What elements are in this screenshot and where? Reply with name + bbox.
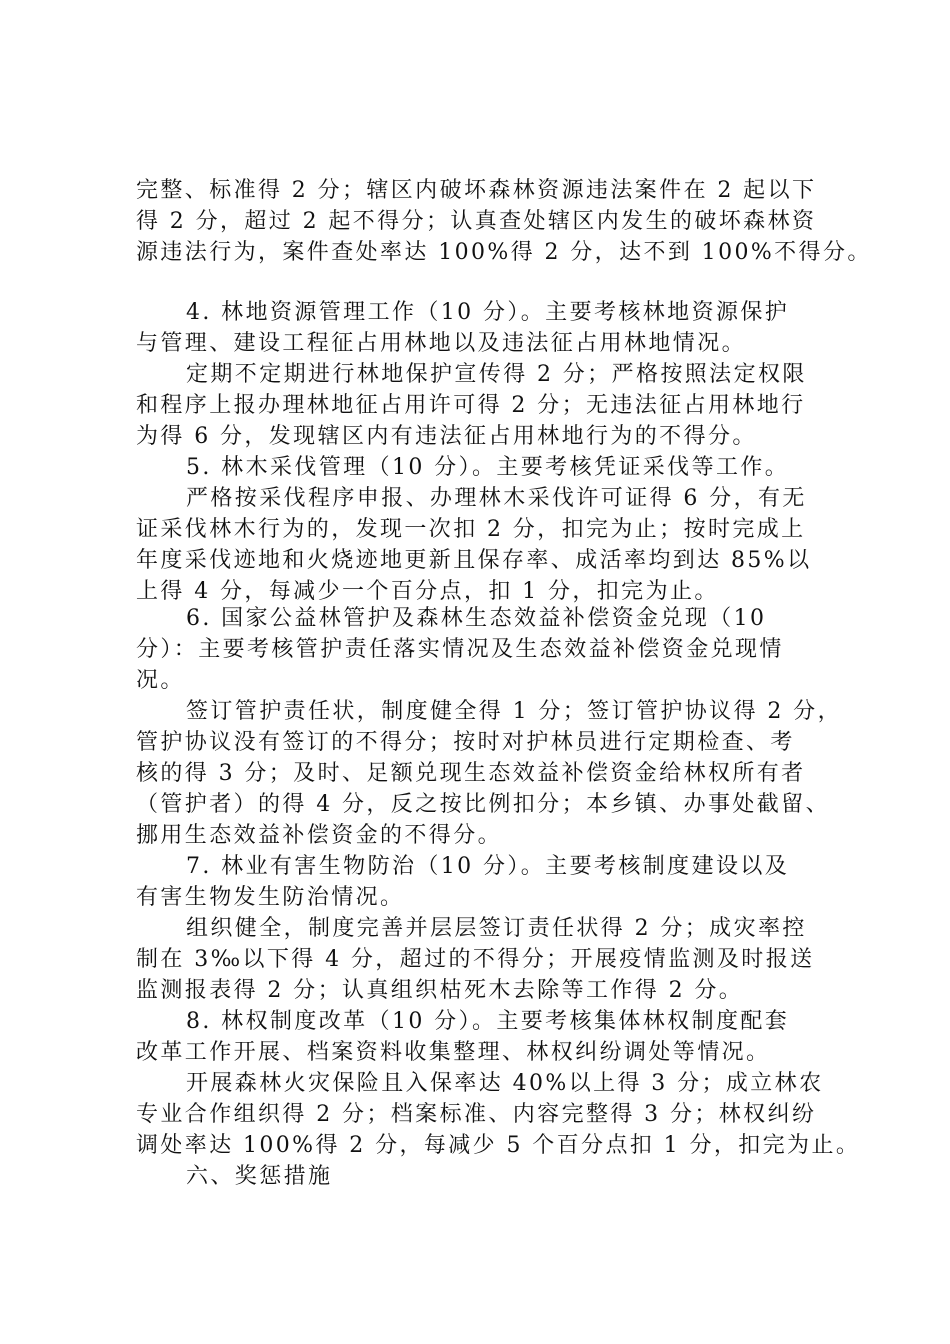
text-line: 得 2 分，超过 2 起不得分；认真查处辖区内发生的破坏森林资 [136, 209, 817, 234]
chapter-heading-rewards: 六、奖惩措施 [186, 1164, 333, 1189]
text-line: 分）：主要考核管护责任落实情况及生态效益补偿资金兑现情 [136, 637, 784, 662]
text-line: 监测报表得 2 分；认真组织枯死木去除等工作得 2 分。 [136, 978, 744, 1003]
section-heading-4: 4. 林地资源管理工作（10 分）。主要考核林地资源保护 [186, 300, 790, 325]
text-line: 严格按采伐程序申报、办理林木采伐许可证得 6 分，有无 [186, 486, 807, 511]
text-line: 挪用生态效益补偿资金的不得分。 [136, 823, 503, 848]
text-line: 调处率达 100%得 2 分，每减少 5 个百分点扣 1 分，扣完为止。 [136, 1133, 861, 1158]
text-line: 上得 4 分，每减少一个百分点，扣 1 分，扣完为止。 [136, 579, 719, 604]
text-line: （管护者）的得 4 分，反之按比例扣分；本乡镇、办事处截留、 [136, 792, 830, 817]
text-line: 组织健全，制度完善并层层签订责任状得 2 分；成灾率控 [186, 916, 807, 941]
section-heading-5: 5. 林木采伐管理（10 分）。主要考核凭证采伐等工作。 [186, 455, 790, 480]
text-line: 核的得 3 分；及时、足额兑现生态效益补偿资金给林权所有者 [136, 761, 806, 786]
text-line: 为得 6 分，发现辖区内有违法征占用林地行为的不得分。 [136, 424, 757, 449]
text-line: 证采伐林木行为的，发现一次扣 2 分，扣完为止；按时完成上 [136, 517, 806, 542]
text-line: 改革工作开展、档案资料收集整理、林权纠纷调处等情况。 [136, 1040, 771, 1065]
text-line: 完整、标准得 2 分；辖区内破坏森林资源违法案件在 2 起以下 [136, 178, 817, 203]
text-line: 制在 3‰以下得 4 分，超过的不得分；开展疫情监测及时报送 [136, 947, 815, 972]
section-heading-6: 6. 国家公益林管护及森林生态效益补偿资金兑现（10 [186, 606, 767, 631]
text-line: 况。 [136, 668, 185, 693]
text-line: 有害生物发生防治情况。 [136, 885, 405, 910]
text-line: 专业合作组织得 2 分；档案标准、内容完整得 3 分；林权纠纷 [136, 1102, 817, 1127]
text-line: 管护协议没有签订的不得分；按时对护林员进行定期检查、考 [136, 730, 795, 755]
text-line: 签订管护责任状，制度健全得 1 分；签订管护协议得 2 分， [186, 699, 842, 724]
text-line: 与管理、建设工程征占用林地以及违法征占用林地情况。 [136, 331, 747, 356]
text-line: 定期不定期进行林地保护宣传得 2 分；严格按照法定权限 [186, 362, 807, 387]
section-heading-8: 8. 林权制度改革（10 分）。主要考核集体林权制度配套 [186, 1009, 790, 1034]
section-heading-7: 7. 林业有害生物防治（10 分）。主要考核制度建设以及 [186, 854, 790, 879]
text-line: 年度采伐迹地和火烧迹地更新且保存率、成活率均到达 85%以 [136, 548, 812, 573]
text-line: 开展森林火灾保险且入保率达 40%以上得 3 分；成立林农 [186, 1071, 824, 1096]
text-line: 源违法行为，案件查处率达 100%得 2 分，达不到 100%不得分。 [136, 240, 872, 265]
text-line: 和程序上报办理林地征占用许可得 2 分；无违法征占用林地行 [136, 393, 806, 418]
